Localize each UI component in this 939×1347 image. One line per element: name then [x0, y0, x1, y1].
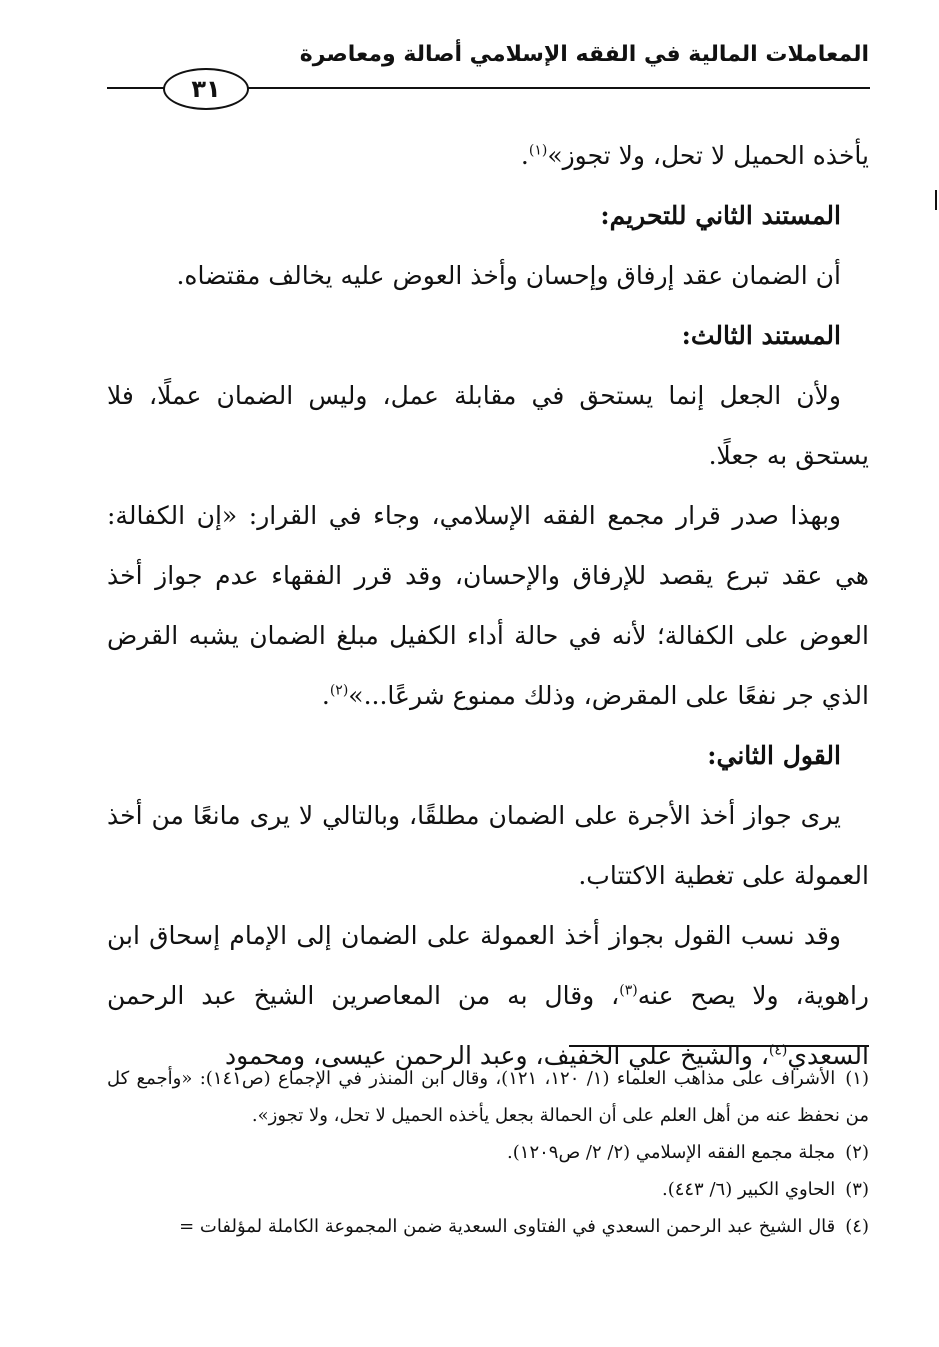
margin-mark: [935, 190, 937, 210]
footnote-separator: [569, 1045, 869, 1047]
paragraph: [107, 906, 869, 1086]
footnote-ref: (٣): [619, 982, 638, 999]
footnote-text: الحاوي الكبير (٦/ ٤٤٣).: [661, 1179, 836, 1200]
section-heading: المستند الثاني للتحريم:: [600, 201, 841, 230]
paragraph-text: يأخذه الحميل لا تحل، ولا تجوز»: [547, 141, 869, 170]
paragraph-text: وبهذا صدر قرار مجمع الفقه الإسلامي، وجاء في القرار: «إن الكفالة: هي عقد تبرع يقصد للإرفاق والإحسان، وقد قرر الفقهاء عدم جواز أخذ العوض على الكفالة؛ لأنه في حالة أداء الكفيل مبلغ الضمان يشبه القرض الذي جر نفعًا على المقرض، وذلك ممنوع شرعًا...»: [107, 501, 869, 710]
footnote-number: (٤): [845, 1216, 869, 1237]
footnote-text: قال الشيخ عبد الرحمن السعدي في الفتاوى السعدية ضمن المجموعة الكاملة لمؤلفات =: [179, 1216, 836, 1237]
page-number: ٣١: [163, 68, 249, 110]
footnote: [107, 1208, 869, 1245]
paragraph: يرى جواز أخذ الأجرة على الضمان مطلقًا، وبالتالي لا يرى مانعًا من أخذ العمولة على تغطية الاكتتاب.: [107, 801, 869, 890]
footnote: [107, 1171, 869, 1208]
paragraph-text: ، وقال به من المعاصرين الشيخ عبد الرحمن السعدي: [107, 981, 869, 1070]
paragraph-end: .: [520, 141, 529, 170]
footnote-number: (٣): [845, 1179, 869, 1200]
paragraph: ولأن الجعل إنما يستحق في مقابلة عمل، وليس الضمان عملًا، فلا يستحق به جعلًا.: [107, 381, 869, 470]
footnote-number: (١): [845, 1068, 869, 1089]
footnote: [107, 1134, 869, 1171]
footnote-ref: (٤): [768, 1042, 788, 1059]
section-heading: المستند الثالث:: [681, 321, 841, 350]
footnote-ref: (٢): [329, 682, 349, 699]
footnotes: [107, 1060, 869, 1245]
paragraph-continuation: [107, 126, 869, 186]
paragraph-text: ، والشيخ علي الخفيف، وعبد الرحمن عيسى، ومحمود: [224, 1041, 769, 1070]
paragraph-quote: [107, 486, 869, 726]
footnote-text: مجلة مجمع الفقه الإسلامي (٢/ ٢/ ص١٢٠٩).: [507, 1142, 836, 1163]
paragraph-end: .: [321, 681, 330, 710]
footnote-ref: (١): [528, 142, 548, 159]
footnote-text: الأشراف على مذاهب العلماء (١/ ١٢٠، ١٢١)، وقال ابن المنذر في الإجماع (ص١٤١): «وأجمع كل من نحفظ عنه من أهل العلم على أن الحمالة بجعل يأخذه الحميل لا تحل، ولا تجوز».: [107, 1068, 869, 1126]
footnote-number: (٢): [845, 1142, 869, 1163]
body-text: [107, 126, 869, 1086]
paragraph-text: وقد نسب القول بجواز أخذ العمولة على الضمان إلى الإمام إسحاق ابن راهوية، ولا يصح عنه: [107, 921, 870, 1010]
section-heading: القول الثاني:: [707, 741, 841, 770]
footnote: [107, 1060, 869, 1134]
running-header-title: المعاملات المالية في الفقه الإسلامي أصالة ومعاصرة: [299, 42, 869, 67]
paragraph: أن الضمان عقد إرفاق وإحسان وأخذ العوض عليه يخالف مقتضاه.: [176, 261, 841, 290]
